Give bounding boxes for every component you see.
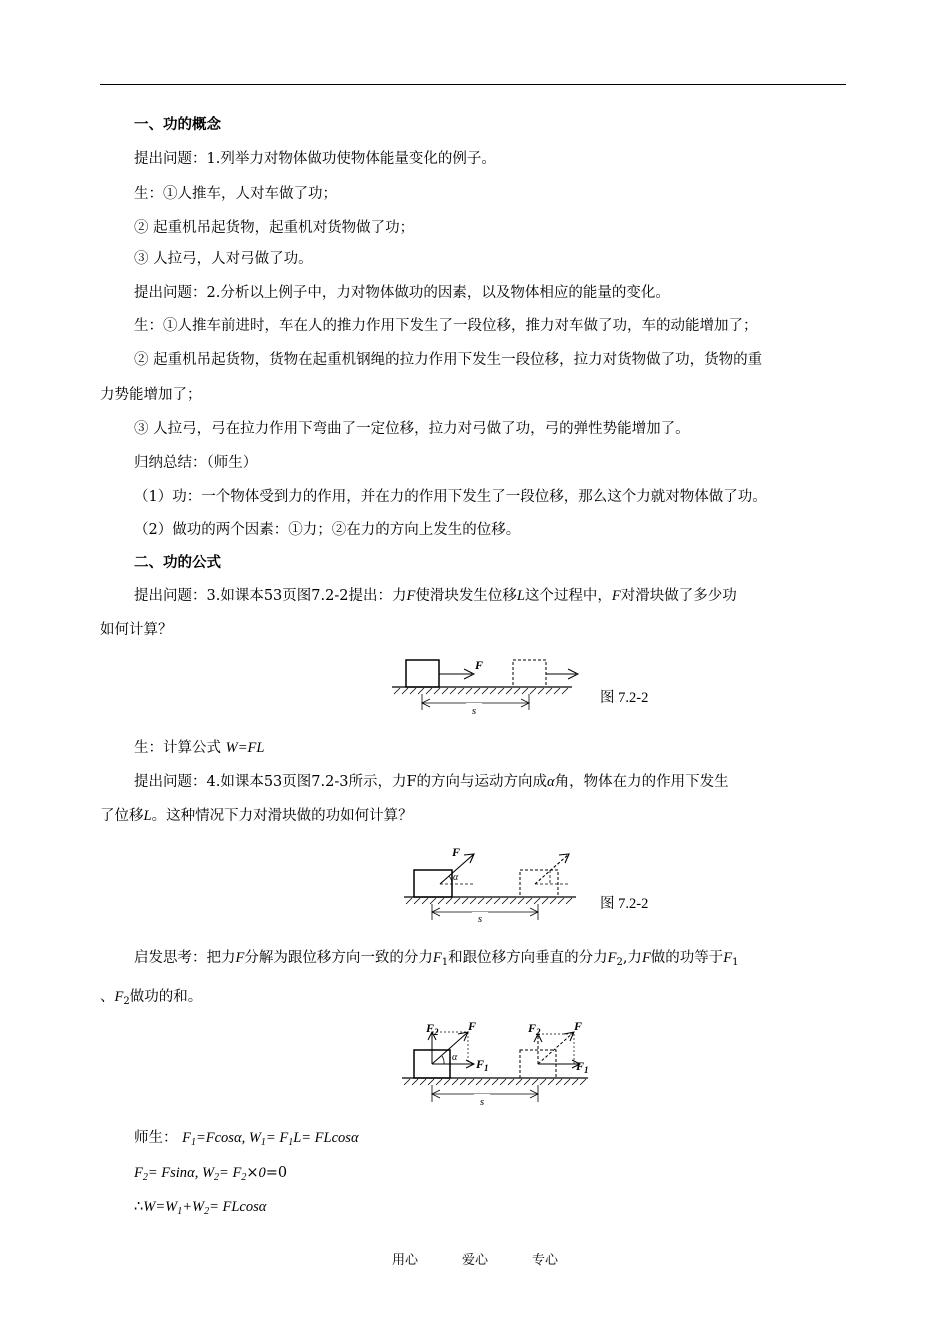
footer-item-2: 爱心 <box>461 1253 488 1268</box>
footer-item-1: 用心 <box>391 1253 418 1268</box>
fig1-F-label: F <box>475 658 484 672</box>
summary-label: 归纳总结：（师生） <box>134 455 258 471</box>
fig2-F-label: F <box>452 845 461 859</box>
figure-block-push <box>386 650 586 718</box>
answer-1-1: 生：①人推车，人对车做了功； <box>134 186 337 202</box>
fig3-F2-label-right: $F_2$ <box>528 1021 541 1037</box>
fig1-s-label: s <box>471 705 477 717</box>
question-1: 提出问题：1.列举力对物体做功使物体能量变化的例子。 <box>134 151 496 167</box>
equation-3: $\therefore W=W_1+W_2= FLcos\alpha$ <box>134 1199 267 1217</box>
fig3-s-label: s <box>479 1096 485 1108</box>
fig3-F-label-right: F <box>574 1019 583 1033</box>
fig3-F1-label-left: $F_1$ <box>476 1057 489 1073</box>
figure-force-decomposition <box>398 1018 604 1108</box>
figure-block-angled-force <box>400 842 582 924</box>
header-rule <box>100 84 846 85</box>
page-footer <box>0 1249 950 1268</box>
answer-1-2: ② 起重机吊起货物，起重机对货物做了功； <box>134 220 415 236</box>
answer-2-1: 生：①人推车前进时，车在人的推力作用下发生了一段位移，推力对车做了功，车的动能增加了； <box>134 318 758 334</box>
answer-2-2a: ② 起重机吊起货物，货物在起重机钢绳的拉力作用下发生一段位移，拉力对货物做了功，货物的重 <box>134 352 763 368</box>
section-2-title: 二、功的公式 <box>134 555 221 571</box>
hint-line-2: 、$F_2$做功的和。 <box>100 989 203 1007</box>
answer-2-2b: 力势能增加了； <box>100 387 202 403</box>
figure-2-caption: 图 7.2-2 <box>600 896 649 912</box>
fig3-F-label-left: F <box>468 1019 477 1033</box>
fig2-alpha-label: α <box>453 872 459 883</box>
answer-3: 生：计算公式 W=FL <box>134 740 265 756</box>
question-3: 提出问题：3.如课本53页图7.2-2提出：力F使滑块发生位移L这个过程中，F对滑块做了多少功 <box>134 588 737 604</box>
fig2-s-label: s <box>477 913 483 924</box>
answer-1-3: ③ 人拉弓，人对弓做了功。 <box>134 251 313 267</box>
section-1-title: 一、功的概念 <box>134 117 221 133</box>
answer-2-3: ③ 人拉弓，弓在拉力作用下弯曲了一定位移，拉力对弓做了功，弓的弹性势能增加了。 <box>134 421 690 437</box>
question-2: 提出问题：2.分析以上例子中，力对物体做功的因素，以及物体相应的能量的变化。 <box>134 285 670 301</box>
equation-1: 师生： $F_1=Fcos\alpha$, $W_1= F_1L= FLcos\alpha$ <box>134 1130 359 1148</box>
question-4: 提出问题：4.如课本53页图7.2-3所示，力F的方向与运动方向成α角，物体在力的作用下发生 <box>134 774 729 790</box>
question-3-line2: 如何计算？ <box>100 622 173 638</box>
fig3-F1-label-right: $F_1$ <box>576 1059 589 1075</box>
footer-item-3: 专心 <box>532 1253 559 1268</box>
fig3-F2-label-left: $F_2$ <box>426 1021 439 1037</box>
figure-1-caption: 图 7.2-2 <box>600 690 649 706</box>
question-4-line2: 了位移L。这种情况下力对滑块做的功如何计算？ <box>100 808 413 824</box>
equation-2: $F_2= Fsin\alpha$, $W_2= F_2\times 0=0$ <box>134 1165 288 1183</box>
hint-line-1: 启发思考：把力F分解为跟位移方向一致的分力$F_1$和跟位移方向垂直的分力$F_2$,力F做的功等于$F_1$ <box>134 950 739 968</box>
fig3-alpha-label: α <box>452 1052 458 1063</box>
summary-1: （1）功：一个物体受到力的作用，并在力的作用下发生了一段位移，那么这个力就对物体做了功。 <box>134 489 767 505</box>
summary-2: （2）做功的两个因素：①力；②在力的方向上发生的位移。 <box>134 522 521 538</box>
